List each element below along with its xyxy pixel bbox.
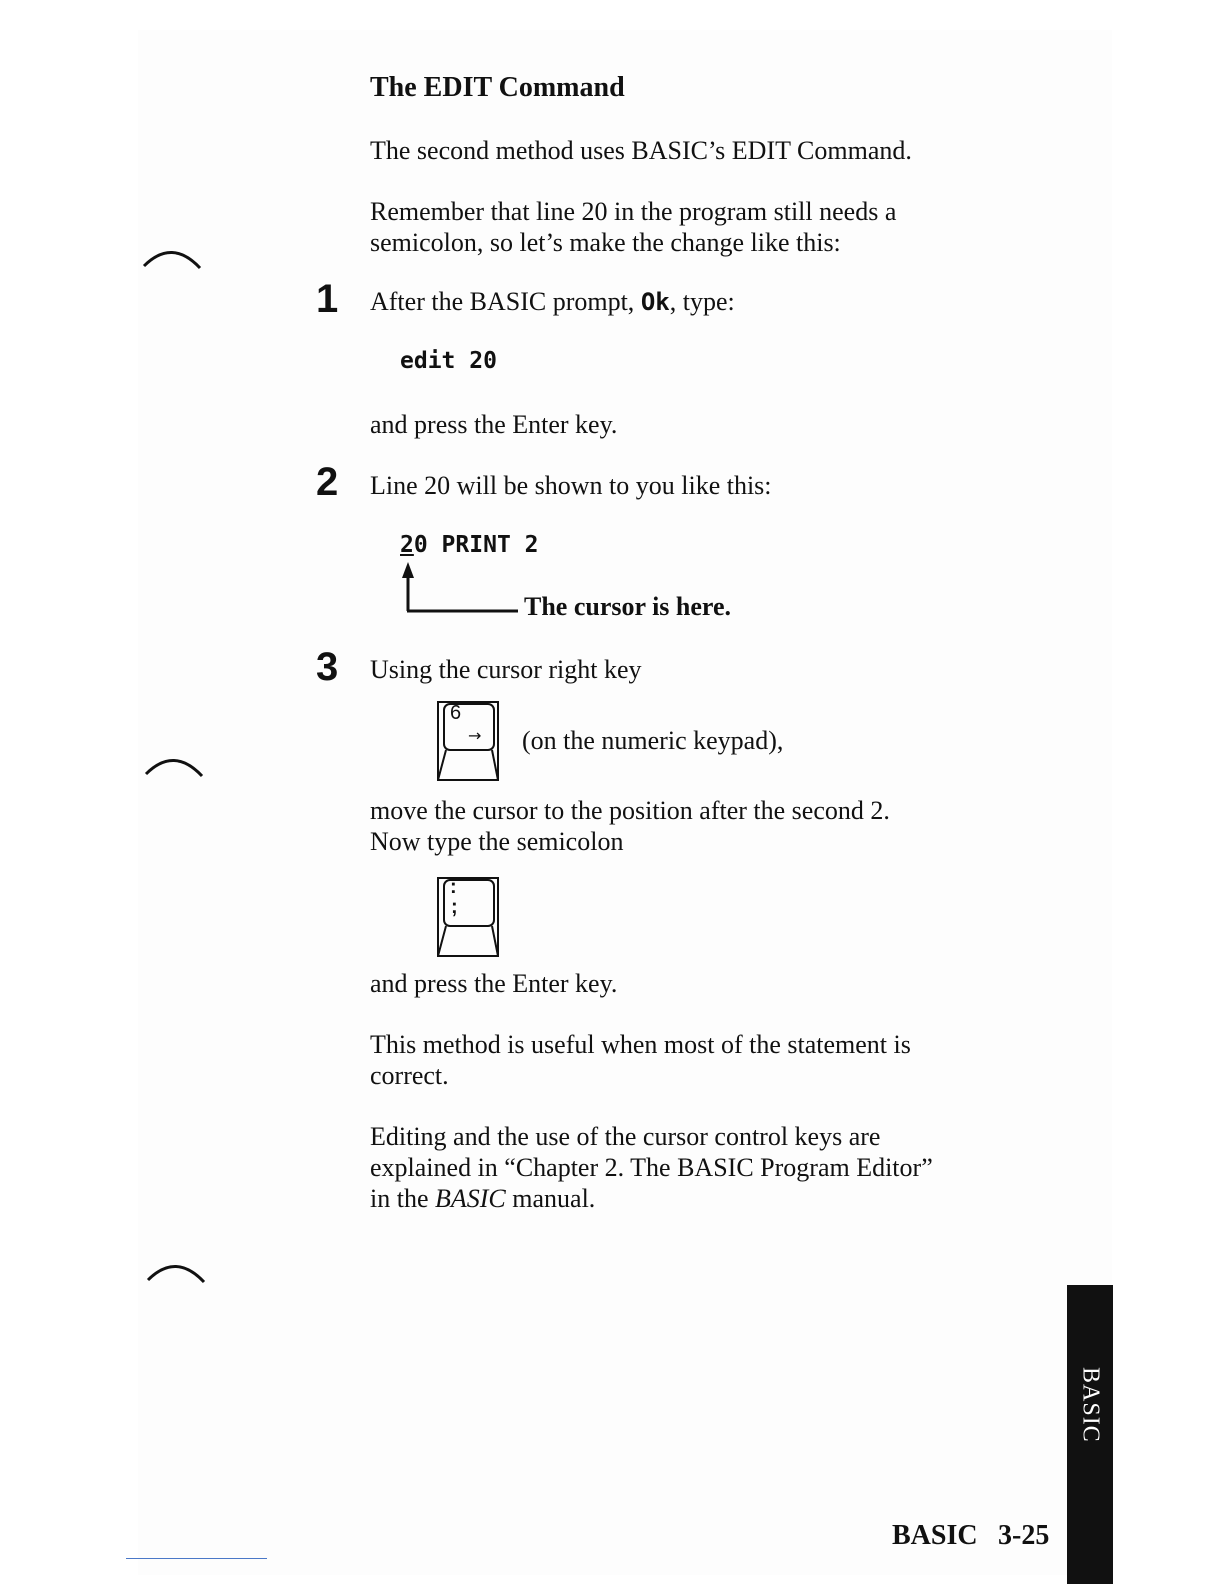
editing-note-line-1: Editing and the use of the cursor control keys are: [370, 1122, 881, 1151]
basic-manual-title: BASIC: [435, 1184, 506, 1213]
cursor-note: The cursor is here.: [524, 592, 732, 621]
method-note-paragraph: [370, 1029, 1030, 1091]
ok-prompt: Ok: [640, 288, 670, 316]
keypad-note: (on the numeric keypad),: [522, 726, 784, 755]
section-heading: The EDIT Command: [370, 72, 625, 103]
step-1-text-after: , type:: [669, 287, 735, 316]
step-2-number: 2: [316, 460, 339, 504]
method-note-line-1: This method is useful when most of the statement is: [370, 1030, 911, 1059]
right-arrow-icon: →: [468, 726, 482, 745]
section-tab-label: BASIC: [1077, 1367, 1104, 1443]
semicolon-key: [436, 876, 502, 960]
key-6-legend: 6: [450, 702, 462, 724]
code-line-20: [400, 532, 538, 558]
editing-note-line-3: [370, 1183, 1050, 1214]
page-number: 3-25: [998, 1520, 1050, 1551]
step-1-text-before: After the BASIC prompt,: [370, 287, 635, 316]
intro-paragraph: The second method uses BASIC’s EDIT Command.: [370, 136, 912, 165]
punch-hole-arc-middle: [144, 752, 206, 782]
editing-note-line-2: explained in “Chapter 2. The BASIC Program Editor”: [370, 1153, 933, 1182]
key-colon-legend: :: [450, 876, 457, 898]
method-note-line-2: correct.: [370, 1061, 449, 1090]
step-1-instruction: [370, 286, 1030, 318]
remember-line-1: Remember that line 20 in the program still needs a: [370, 197, 897, 226]
remember-paragraph: [370, 196, 1030, 258]
step-3-text: Using the cursor right key: [370, 655, 642, 684]
cursor-right-key: [436, 700, 502, 784]
step-3-number: 3: [316, 645, 339, 689]
editing-note-paragraph: [370, 1121, 1050, 1214]
step-1-number: 1: [316, 277, 339, 321]
step-2-text: Line 20 will be shown to you like this:: [370, 471, 772, 500]
code-rest: 0 PRINT 2: [413, 532, 539, 558]
remember-line-2: semicolon, so let’s make the change like this:: [370, 228, 841, 257]
key-semicolon-legend: ;: [451, 896, 458, 918]
step-3-followup: and press the Enter key.: [370, 969, 618, 998]
punch-hole-arc-top: [142, 244, 204, 274]
footer-section: BASIC: [892, 1520, 978, 1551]
move-cursor-paragraph: [370, 795, 1030, 857]
edit-command: edit 20: [400, 348, 497, 374]
editing-note-line-3-before: in the: [370, 1184, 429, 1213]
editing-note-line-3-after: manual.: [512, 1184, 596, 1213]
move-line-2: Now type the semicolon: [370, 827, 624, 856]
cursor-pointer-arrow: [398, 562, 522, 616]
scan-edge-rule: [126, 1558, 267, 1559]
punch-hole-arc-bottom: [146, 1258, 208, 1288]
move-line-1: move the cursor to the position after the second 2.: [370, 796, 890, 825]
step-1-followup: and press the Enter key.: [370, 410, 618, 439]
cursor-character: 2: [400, 532, 414, 558]
